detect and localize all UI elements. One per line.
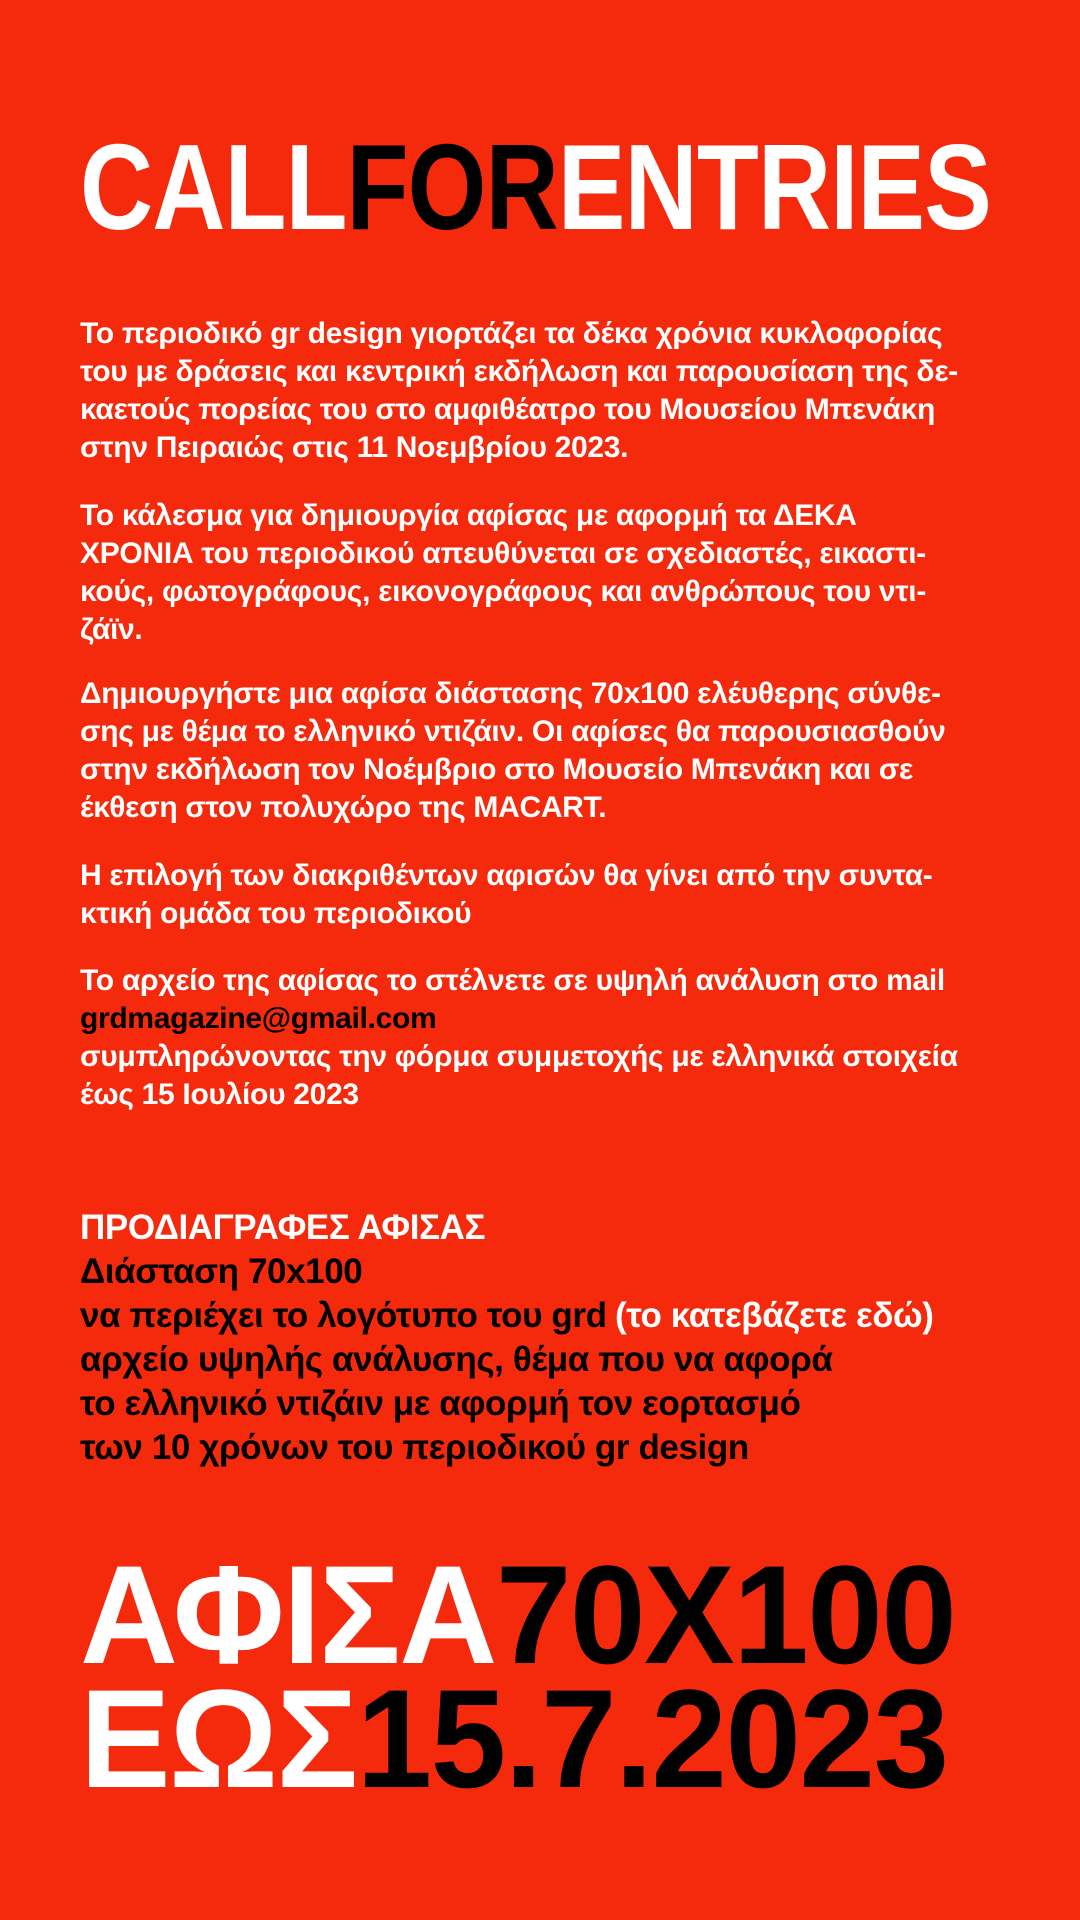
text-line: έκθεση στον πολυχώρο της MACART. <box>80 791 607 824</box>
specs-theme-line: το ελληνικό ντιζάιν με αφορμή τον εορτασμό <box>80 1384 801 1423</box>
text-line: κτική ομάδα του περιοδικού <box>80 897 472 930</box>
footer-deadline <box>80 1660 948 1817</box>
specs-heading: ΠΡΟΔΙΑΓΡΑΦΕΣ ΑΦΙΣΑΣ <box>80 1208 486 1247</box>
poster-title <box>80 119 991 255</box>
brief-paragraph <box>80 675 945 827</box>
text-line: του με δράσεις και κεντρική εκδήλωση και παρουσίαση της δε- <box>80 355 958 388</box>
specs-anniversary-line: των 10 χρόνων του περιοδικού gr design <box>80 1428 749 1467</box>
title-for: FOR <box>346 119 558 255</box>
footer-deadline-value: 15.7.2023 <box>356 1660 948 1817</box>
text-line: Το αρχείο της αφίσας το στέλνετε σε υψηλή ανάλυση στο mail <box>80 964 945 997</box>
title-entries: ENTRIES <box>557 119 991 255</box>
text-line: Το περιοδικό gr design γιορτάζει τα δέκα χρόνια κυκλοφορίας <box>80 317 943 350</box>
deadline-text: έως 15 Ιουλίου 2023 <box>80 1078 359 1111</box>
text-line: Η επιλογή των διακριθέντων αφισών θα γίνει από την συντα- <box>80 859 933 892</box>
footer-poster-label: ΑΦΙΣΑ <box>80 1536 496 1693</box>
call-paragraph <box>80 497 926 649</box>
text-line: ζάϊν. <box>80 613 143 646</box>
selection-paragraph <box>80 857 932 933</box>
text-line: Δημιουργήστε μια αφίσα διάστασης 70x100 ελέυθερης σύνθε- <box>80 677 941 710</box>
specs-dimension: Διάσταση 70x100 <box>80 1252 363 1291</box>
logo-requirement-text: να περιέχει το λογότυπο του grd <box>80 1296 607 1335</box>
specs-logo-line <box>80 1294 933 1338</box>
footer-poster-value: 70Χ100 <box>495 1536 956 1693</box>
email-address: grdmagazine@gmail.com <box>80 1002 437 1035</box>
title-call: CALL <box>80 119 347 255</box>
text-line: ΧΡΟΝΙΑ του περιοδικού απευθύνεται σε σχεδιαστές, εικαστι- <box>80 537 926 570</box>
text-line: συμπληρώνοντας την φόρμα συμμετοχής με ελληνικά στοιχεία <box>80 1040 958 1073</box>
text-line: σης με θέμα το ελληνικό ντιζάιν. Οι αφίσες θα παρουσιασθούν <box>80 715 946 748</box>
text-line: στην εκδήλωση τον Νοέμβριο στο Μουσείο Μπενάκη και σε <box>80 753 913 786</box>
submission-paragraph <box>80 962 958 1114</box>
specs-file-requirement: αρχείο υψηλής ανάλυσης, θέμα που να αφορά <box>80 1340 833 1379</box>
text-line: κούς, φωτογράφους, εικονογράφους και ανθρώπους του ντι- <box>80 575 927 608</box>
footer-deadline-label: ΕΩΣ <box>80 1660 357 1817</box>
text-line: Το κάλεσμα για δημιουργία αφίσας με αφορμή τα ΔΕΚΑ <box>80 499 857 532</box>
download-note-text: (το κατεβάζετε εδώ) <box>614 1296 934 1335</box>
text-line: καετούς πορείας του στο αμφιθέατρο του Μουσείου Μπενάκη <box>80 393 936 426</box>
text-line: στην Πειραιώς στις 11 Νοεμβρίου 2023. <box>80 431 629 464</box>
intro-paragraph <box>80 315 958 467</box>
specs-section <box>80 1206 933 1470</box>
